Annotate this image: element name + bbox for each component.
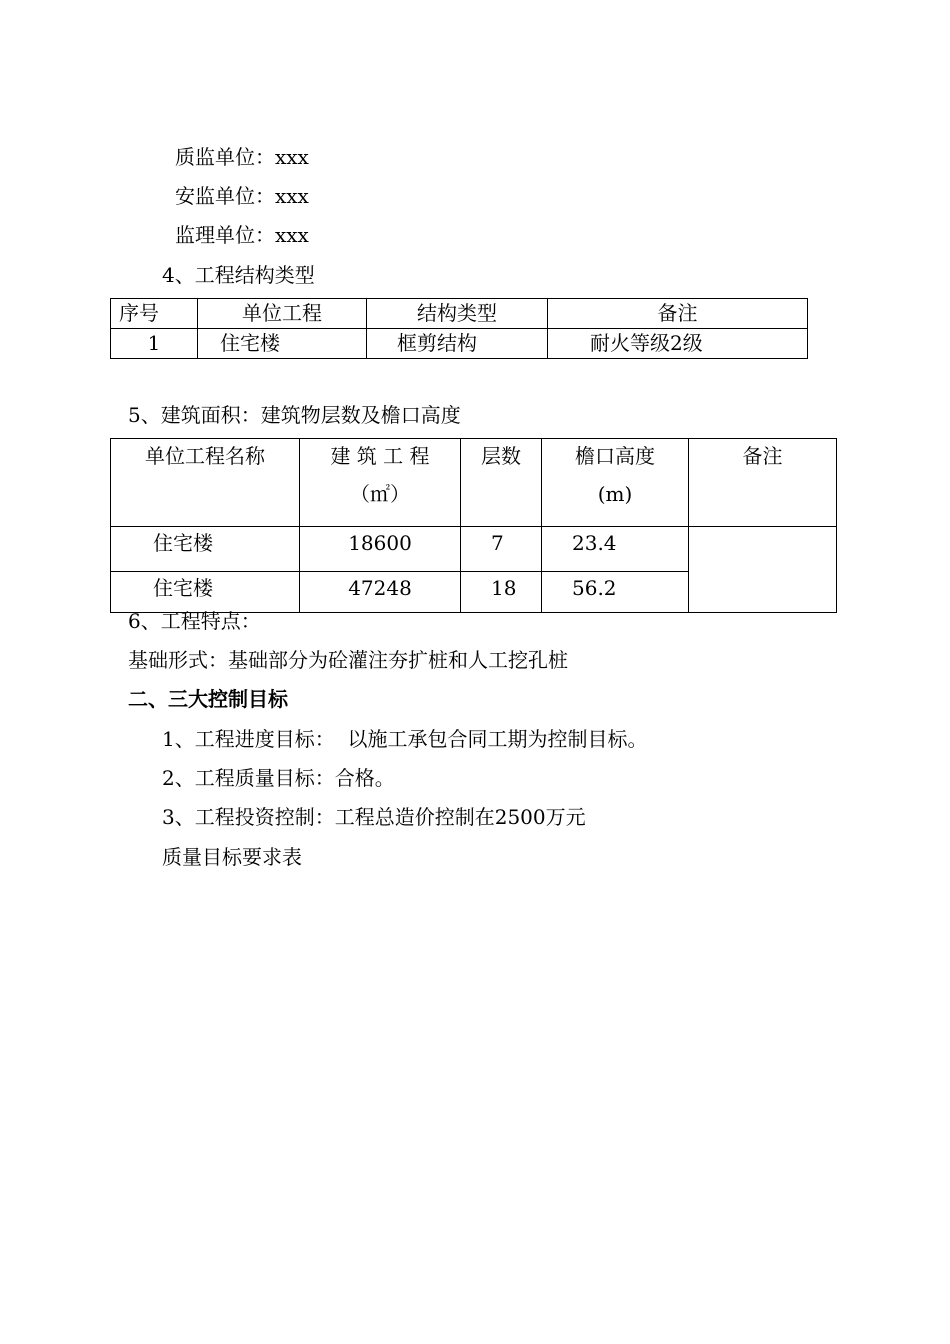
section-2-heading: 二、三大控制目标 <box>128 687 288 711</box>
cell: 18 <box>461 572 542 613</box>
table-header-row <box>111 299 808 329</box>
safety-unit-line: 安监单位：xxx <box>175 184 309 208</box>
header-cell: 序号 <box>111 299 198 329</box>
foundation-line: 基础形式：基础部分为砼灌注夯扩桩和人工挖孔桩 <box>128 648 568 672</box>
goal-1-line: 1、工程进度目标： 以施工承包合同工期为控制目标。 <box>162 727 648 751</box>
cell: 耐火等级2级 <box>548 329 808 359</box>
cell: 56.2 <box>542 572 689 613</box>
cell: 住宅楼 <box>111 527 300 572</box>
table-row <box>111 527 837 572</box>
qc-unit-line: 质监单位：xxx <box>175 145 309 169</box>
table-row <box>111 329 808 359</box>
structure-type-table <box>110 298 808 359</box>
header-cell: 备注 <box>548 299 808 329</box>
section-5-heading: 5、建筑面积：建筑物层数及檐口高度 <box>128 403 461 427</box>
header-area-line1: 建 筑 工 程 <box>330 444 430 468</box>
header-height-line1: 檐口高度 <box>575 444 655 468</box>
header-cell-floors: 层数 <box>461 439 542 527</box>
header-cell-name: 单位工程名称 <box>111 439 300 527</box>
table-header-row <box>111 439 837 527</box>
cell: 23.4 <box>542 527 689 572</box>
goal-2-line: 2、工程质量目标：合格。 <box>162 766 395 790</box>
cell: 住宅楼 <box>111 572 300 613</box>
header-cell: 单位工程 <box>198 299 367 329</box>
header-area-line2: （㎡） <box>350 482 410 506</box>
section-4-heading: 4、工程结构类型 <box>162 263 315 287</box>
section-6-heading: 6、工程特点： <box>128 609 261 633</box>
cell: 1 <box>111 329 198 359</box>
cell: 18600 <box>300 527 461 572</box>
quality-table-title: 质量目标要求表 <box>162 845 302 869</box>
cell: 7 <box>461 527 542 572</box>
cell: 住宅楼 <box>198 329 367 359</box>
remark-merged-cell <box>689 527 837 613</box>
supervision-unit-line: 监理单位：xxx <box>175 223 309 247</box>
header-cell-remark: 备注 <box>689 439 837 527</box>
goal-3-line: 3、工程投资控制：工程总造价控制在2500万元 <box>162 805 586 829</box>
header-height-line2: (m) <box>597 482 633 506</box>
cell: 框剪结构 <box>367 329 548 359</box>
header-cell-height <box>542 439 689 527</box>
area-height-table <box>110 438 837 613</box>
header-cell-area <box>300 439 461 527</box>
cell: 47248 <box>300 572 461 613</box>
header-cell: 结构类型 <box>367 299 548 329</box>
